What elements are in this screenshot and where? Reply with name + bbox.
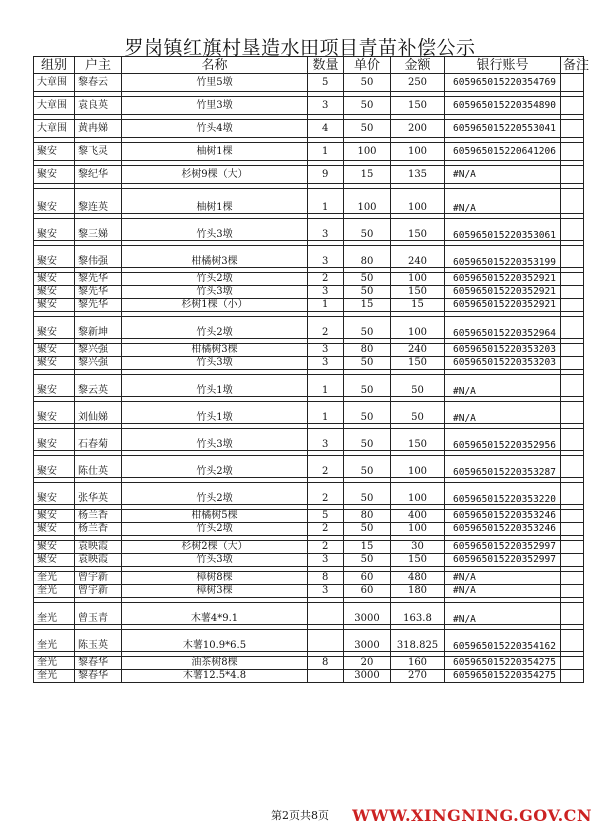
table-row bbox=[34, 572, 584, 585]
cell-owner: 曾玉青 bbox=[75, 603, 122, 625]
cell-price: 50 bbox=[344, 273, 391, 286]
cell-owner: 黎兴强 bbox=[75, 357, 122, 370]
cell-account: 605965015220641206 bbox=[445, 143, 561, 161]
cell-note bbox=[561, 603, 584, 625]
cell-price: 50 bbox=[344, 317, 391, 339]
cell-note bbox=[561, 166, 584, 184]
cell-note bbox=[561, 630, 584, 652]
cell-price: 50 bbox=[344, 429, 391, 451]
cell-account: 605965015220353203 bbox=[445, 357, 561, 370]
cell-price: 80 bbox=[344, 246, 391, 268]
cell-name: 柑橘树3棵 bbox=[122, 344, 308, 357]
cell-price: 50 bbox=[344, 97, 391, 115]
cell-account: #N/A bbox=[445, 402, 561, 424]
cell-owner: 黎先华 bbox=[75, 299, 122, 312]
header-name: 名称 bbox=[122, 57, 308, 74]
cell-group: 聚安 bbox=[34, 541, 75, 554]
table-row bbox=[34, 74, 584, 92]
table-body bbox=[34, 74, 584, 683]
table-row bbox=[34, 456, 584, 478]
header-qty: 数量 bbox=[308, 57, 344, 74]
cell-group: 聚安 bbox=[34, 246, 75, 268]
cell-name: 竹头3墩 bbox=[122, 429, 308, 451]
cell-group: 聚安 bbox=[34, 483, 75, 505]
cell-amount: 200 bbox=[391, 120, 445, 138]
cell-price: 100 bbox=[344, 143, 391, 161]
cell-price: 20 bbox=[344, 657, 391, 670]
cell-price: 50 bbox=[344, 120, 391, 138]
header-account: 银行账号 bbox=[445, 57, 561, 74]
cell-amount: 400 bbox=[391, 510, 445, 523]
cell-qty: 1 bbox=[308, 189, 344, 214]
cell-amount: 150 bbox=[391, 554, 445, 567]
cell-name: 竹里5墩 bbox=[122, 74, 308, 92]
table-row bbox=[34, 585, 584, 598]
cell-price: 50 bbox=[344, 219, 391, 241]
cell-account: #N/A bbox=[445, 585, 561, 598]
cell-group: 聚安 bbox=[34, 357, 75, 370]
cell-name: 竹头2墩 bbox=[122, 523, 308, 536]
cell-note bbox=[561, 120, 584, 138]
cell-amount: 100 bbox=[391, 317, 445, 339]
cell-price: 80 bbox=[344, 344, 391, 357]
cell-owner: 袁映霞 bbox=[75, 554, 122, 567]
cell-price: 3000 bbox=[344, 670, 391, 683]
table-header-row bbox=[34, 57, 584, 74]
cell-name: 杉树2棵（大） bbox=[122, 541, 308, 554]
cell-qty: 3 bbox=[308, 246, 344, 268]
cell-note bbox=[561, 523, 584, 536]
cell-group: 大章围 bbox=[34, 120, 75, 138]
cell-amount: 100 bbox=[391, 273, 445, 286]
cell-amount: 163.8 bbox=[391, 603, 445, 625]
cell-account: #N/A bbox=[445, 572, 561, 585]
cell-amount: 240 bbox=[391, 344, 445, 357]
cell-group: 奎光 bbox=[34, 572, 75, 585]
cell-name: 木薯10.9*6.5 bbox=[122, 630, 308, 652]
compensation-table bbox=[33, 56, 590, 683]
cell-qty bbox=[308, 630, 344, 652]
cell-owner: 黎伟强 bbox=[75, 246, 122, 268]
cell-price: 50 bbox=[344, 74, 391, 92]
cell-account: 605965015220352997 bbox=[445, 541, 561, 554]
cell-amount: 15 bbox=[391, 299, 445, 312]
cell-note bbox=[561, 299, 584, 312]
table-row bbox=[34, 246, 584, 268]
cell-group: 聚安 bbox=[34, 286, 75, 299]
cell-note bbox=[561, 375, 584, 397]
table-row bbox=[34, 97, 584, 115]
cell-amount: 150 bbox=[391, 219, 445, 241]
cell-account: 605965015220354890 bbox=[445, 97, 561, 115]
cell-group: 奎光 bbox=[34, 670, 75, 683]
cell-name: 竹里3墩 bbox=[122, 97, 308, 115]
cell-qty: 8 bbox=[308, 572, 344, 585]
table-row bbox=[34, 357, 584, 370]
table-row bbox=[34, 166, 584, 184]
cell-owner: 黎飞灵 bbox=[75, 143, 122, 161]
cell-account: 605965015220352964 bbox=[445, 317, 561, 339]
cell-amount: 50 bbox=[391, 402, 445, 424]
cell-group: 聚安 bbox=[34, 317, 75, 339]
cell-amount: 240 bbox=[391, 246, 445, 268]
cell-amount: 318.825 bbox=[391, 630, 445, 652]
cell-qty: 5 bbox=[308, 74, 344, 92]
table-row bbox=[34, 273, 584, 286]
cell-name: 竹头2墩 bbox=[122, 273, 308, 286]
cell-group: 奎光 bbox=[34, 603, 75, 625]
cell-group: 聚安 bbox=[34, 273, 75, 286]
cell-note bbox=[561, 219, 584, 241]
cell-amount: 250 bbox=[391, 74, 445, 92]
cell-name: 柚树1棵 bbox=[122, 189, 308, 214]
table-row bbox=[34, 483, 584, 505]
cell-owner: 黎春云 bbox=[75, 74, 122, 92]
cell-price: 15 bbox=[344, 166, 391, 184]
cell-note bbox=[561, 572, 584, 585]
cell-note bbox=[561, 286, 584, 299]
cell-group: 聚安 bbox=[34, 554, 75, 567]
header-group: 组别 bbox=[34, 57, 75, 74]
cell-account: #N/A bbox=[445, 189, 561, 214]
cell-group: 聚安 bbox=[34, 219, 75, 241]
cell-amount: 100 bbox=[391, 189, 445, 214]
cell-qty: 5 bbox=[308, 510, 344, 523]
cell-qty: 3 bbox=[308, 219, 344, 241]
cell-qty: 1 bbox=[308, 299, 344, 312]
cell-name: 竹头3墩 bbox=[122, 357, 308, 370]
cell-name: 竹头3墩 bbox=[122, 286, 308, 299]
cell-note bbox=[561, 456, 584, 478]
cell-amount: 150 bbox=[391, 429, 445, 451]
cell-group: 聚安 bbox=[34, 510, 75, 523]
cell-qty: 3 bbox=[308, 554, 344, 567]
page-title: 罗岗镇红旗村垦造水田项目青苗补偿公示 bbox=[124, 37, 476, 59]
cell-group: 奎光 bbox=[34, 657, 75, 670]
cell-name: 樟树3棵 bbox=[122, 585, 308, 598]
cell-price: 60 bbox=[344, 585, 391, 598]
cell-group: 奎光 bbox=[34, 630, 75, 652]
cell-qty: 3 bbox=[308, 344, 344, 357]
cell-account: 605965015220354769 bbox=[445, 74, 561, 92]
cell-price: 3000 bbox=[344, 630, 391, 652]
cell-account: 605965015220352956 bbox=[445, 429, 561, 451]
cell-owner: 黄冉娣 bbox=[75, 120, 122, 138]
table-row bbox=[34, 317, 584, 339]
cell-group: 聚安 bbox=[34, 189, 75, 214]
cell-group: 聚安 bbox=[34, 523, 75, 536]
cell-owner: 黎云英 bbox=[75, 375, 122, 397]
cell-owner: 袁良英 bbox=[75, 97, 122, 115]
cell-price: 50 bbox=[344, 554, 391, 567]
cell-account: 605965015220553041 bbox=[445, 120, 561, 138]
cell-price: 50 bbox=[344, 357, 391, 370]
cell-owner: 曾宇新 bbox=[75, 572, 122, 585]
cell-group: 大章围 bbox=[34, 97, 75, 115]
cell-name: 杉树9棵（大） bbox=[122, 166, 308, 184]
table-row bbox=[34, 402, 584, 424]
cell-owner: 陈仕英 bbox=[75, 456, 122, 478]
cell-qty: 2 bbox=[308, 483, 344, 505]
cell-name: 樟树8棵 bbox=[122, 572, 308, 585]
cell-amount: 100 bbox=[391, 523, 445, 536]
cell-price: 3000 bbox=[344, 603, 391, 625]
cell-name: 竹头3墩 bbox=[122, 219, 308, 241]
cell-amount: 100 bbox=[391, 456, 445, 478]
cell-owner: 黎先华 bbox=[75, 286, 122, 299]
cell-qty: 1 bbox=[308, 402, 344, 424]
cell-qty: 2 bbox=[308, 541, 344, 554]
table-row bbox=[34, 120, 584, 138]
cell-amount: 150 bbox=[391, 286, 445, 299]
cell-note bbox=[561, 143, 584, 161]
table-row bbox=[34, 670, 584, 683]
cell-note bbox=[561, 541, 584, 554]
cell-owner: 袁映霞 bbox=[75, 541, 122, 554]
cell-qty: 4 bbox=[308, 120, 344, 138]
cell-qty: 1 bbox=[308, 143, 344, 161]
cell-amount: 30 bbox=[391, 541, 445, 554]
cell-owner: 黎纪华 bbox=[75, 166, 122, 184]
table-row bbox=[34, 554, 584, 567]
cell-amount: 480 bbox=[391, 572, 445, 585]
table-row bbox=[34, 541, 584, 554]
cell-group: 奎光 bbox=[34, 585, 75, 598]
cell-note bbox=[561, 357, 584, 370]
cell-note bbox=[561, 74, 584, 92]
table-row bbox=[34, 375, 584, 397]
cell-account: 605965015220353246 bbox=[445, 510, 561, 523]
cell-name: 杉树1棵（小） bbox=[122, 299, 308, 312]
table-row bbox=[34, 523, 584, 536]
table-row bbox=[34, 429, 584, 451]
cell-note bbox=[561, 189, 584, 214]
cell-group: 聚安 bbox=[34, 299, 75, 312]
cell-account: 605965015220352997 bbox=[445, 554, 561, 567]
cell-group: 聚安 bbox=[34, 166, 75, 184]
cell-account: 605965015220353287 bbox=[445, 456, 561, 478]
cell-note bbox=[561, 554, 584, 567]
cell-group: 聚安 bbox=[34, 429, 75, 451]
header-note: 备注 bbox=[561, 57, 584, 74]
cell-note bbox=[561, 402, 584, 424]
header-price: 单价 bbox=[344, 57, 391, 74]
cell-note bbox=[561, 429, 584, 451]
cell-owner: 石春菊 bbox=[75, 429, 122, 451]
cell-note bbox=[561, 97, 584, 115]
cell-amount: 135 bbox=[391, 166, 445, 184]
cell-name: 竹头4墩 bbox=[122, 120, 308, 138]
cell-price: 15 bbox=[344, 299, 391, 312]
cell-owner: 黎先华 bbox=[75, 273, 122, 286]
table-row bbox=[34, 219, 584, 241]
cell-group: 聚安 bbox=[34, 344, 75, 357]
page-number: 第2页共8页 bbox=[271, 809, 329, 822]
cell-qty: 1 bbox=[308, 375, 344, 397]
cell-note bbox=[561, 273, 584, 286]
cell-account: #N/A bbox=[445, 375, 561, 397]
cell-account: 605965015220353220 bbox=[445, 483, 561, 505]
cell-account: 605965015220353061 bbox=[445, 219, 561, 241]
table-row bbox=[34, 344, 584, 357]
cell-account: 605965015220352921 bbox=[445, 273, 561, 286]
cell-price: 15 bbox=[344, 541, 391, 554]
cell-price: 50 bbox=[344, 483, 391, 505]
cell-name: 柑橘树3棵 bbox=[122, 246, 308, 268]
cell-name: 竹头2墩 bbox=[122, 456, 308, 478]
cell-note bbox=[561, 670, 584, 683]
cell-qty: 9 bbox=[308, 166, 344, 184]
table-row bbox=[34, 286, 584, 299]
table-row bbox=[34, 630, 584, 652]
cell-owner: 杨兰香 bbox=[75, 510, 122, 523]
cell-price: 60 bbox=[344, 572, 391, 585]
table-row bbox=[34, 189, 584, 214]
cell-qty: 2 bbox=[308, 273, 344, 286]
cell-price: 80 bbox=[344, 510, 391, 523]
cell-account: 605965015220353246 bbox=[445, 523, 561, 536]
cell-owner: 刘仙娣 bbox=[75, 402, 122, 424]
cell-account: 605965015220353199 bbox=[445, 246, 561, 268]
cell-amount: 50 bbox=[391, 375, 445, 397]
cell-price: 50 bbox=[344, 286, 391, 299]
cell-name: 竹头1墩 bbox=[122, 375, 308, 397]
cell-qty: 3 bbox=[308, 286, 344, 299]
cell-owner: 黎新坤 bbox=[75, 317, 122, 339]
site-watermark: WWW.XINGNING.GOV.CN bbox=[352, 806, 592, 825]
cell-account: 605965015220352921 bbox=[445, 286, 561, 299]
cell-owner: 黎连英 bbox=[75, 189, 122, 214]
cell-amount: 100 bbox=[391, 143, 445, 161]
cell-group: 聚安 bbox=[34, 402, 75, 424]
cell-name: 柑橘树5棵 bbox=[122, 510, 308, 523]
cell-owner: 黎春华 bbox=[75, 657, 122, 670]
cell-name: 柚树1棵 bbox=[122, 143, 308, 161]
cell-qty bbox=[308, 670, 344, 683]
table-row bbox=[34, 603, 584, 625]
table-row bbox=[34, 143, 584, 161]
cell-account: 605965015220354275 bbox=[445, 657, 561, 670]
cell-qty: 2 bbox=[308, 317, 344, 339]
cell-qty bbox=[308, 603, 344, 625]
cell-note bbox=[561, 246, 584, 268]
cell-account: 605965015220354275 bbox=[445, 670, 561, 683]
cell-owner: 黎三娣 bbox=[75, 219, 122, 241]
cell-owner: 黎春华 bbox=[75, 670, 122, 683]
table-row bbox=[34, 299, 584, 312]
cell-note bbox=[561, 317, 584, 339]
cell-qty: 2 bbox=[308, 456, 344, 478]
cell-price: 50 bbox=[344, 375, 391, 397]
cell-name: 竹头1墩 bbox=[122, 402, 308, 424]
cell-price: 50 bbox=[344, 523, 391, 536]
cell-note bbox=[561, 344, 584, 357]
cell-amount: 270 bbox=[391, 670, 445, 683]
cell-note bbox=[561, 510, 584, 523]
header-owner: 户主 bbox=[75, 57, 122, 74]
cell-note bbox=[561, 483, 584, 505]
table-row bbox=[34, 657, 584, 670]
cell-account: 605965015220353203 bbox=[445, 344, 561, 357]
cell-account: 605965015220352921 bbox=[445, 299, 561, 312]
header-amount: 金额 bbox=[391, 57, 445, 74]
cell-owner: 张华英 bbox=[75, 483, 122, 505]
cell-group: 聚安 bbox=[34, 143, 75, 161]
cell-note bbox=[561, 585, 584, 598]
cell-amount: 180 bbox=[391, 585, 445, 598]
cell-account: 605965015220354162 bbox=[445, 630, 561, 652]
cell-account: #N/A bbox=[445, 166, 561, 184]
cell-account: #N/A bbox=[445, 603, 561, 625]
cell-owner: 黎兴强 bbox=[75, 344, 122, 357]
cell-amount: 160 bbox=[391, 657, 445, 670]
cell-price: 100 bbox=[344, 189, 391, 214]
cell-qty: 2 bbox=[308, 523, 344, 536]
cell-name: 竹头3墩 bbox=[122, 554, 308, 567]
cell-amount: 100 bbox=[391, 483, 445, 505]
cell-group: 聚安 bbox=[34, 375, 75, 397]
cell-owner: 杨兰香 bbox=[75, 523, 122, 536]
cell-amount: 150 bbox=[391, 97, 445, 115]
cell-name: 竹头2墩 bbox=[122, 483, 308, 505]
cell-name: 木薯4*9.1 bbox=[122, 603, 308, 625]
cell-note bbox=[561, 657, 584, 670]
cell-qty: 8 bbox=[308, 657, 344, 670]
cell-group: 聚安 bbox=[34, 456, 75, 478]
cell-owner: 陈玉英 bbox=[75, 630, 122, 652]
cell-price: 50 bbox=[344, 456, 391, 478]
table-row bbox=[34, 510, 584, 523]
cell-price: 50 bbox=[344, 402, 391, 424]
cell-name: 木薯12.5*4.8 bbox=[122, 670, 308, 683]
cell-amount: 150 bbox=[391, 357, 445, 370]
cell-group: 大章围 bbox=[34, 74, 75, 92]
cell-qty: 3 bbox=[308, 429, 344, 451]
cell-qty: 3 bbox=[308, 585, 344, 598]
cell-name: 竹头2墩 bbox=[122, 317, 308, 339]
cell-name: 油茶树8棵 bbox=[122, 657, 308, 670]
cell-qty: 3 bbox=[308, 97, 344, 115]
cell-owner: 曾宇新 bbox=[75, 585, 122, 598]
cell-qty: 3 bbox=[308, 357, 344, 370]
